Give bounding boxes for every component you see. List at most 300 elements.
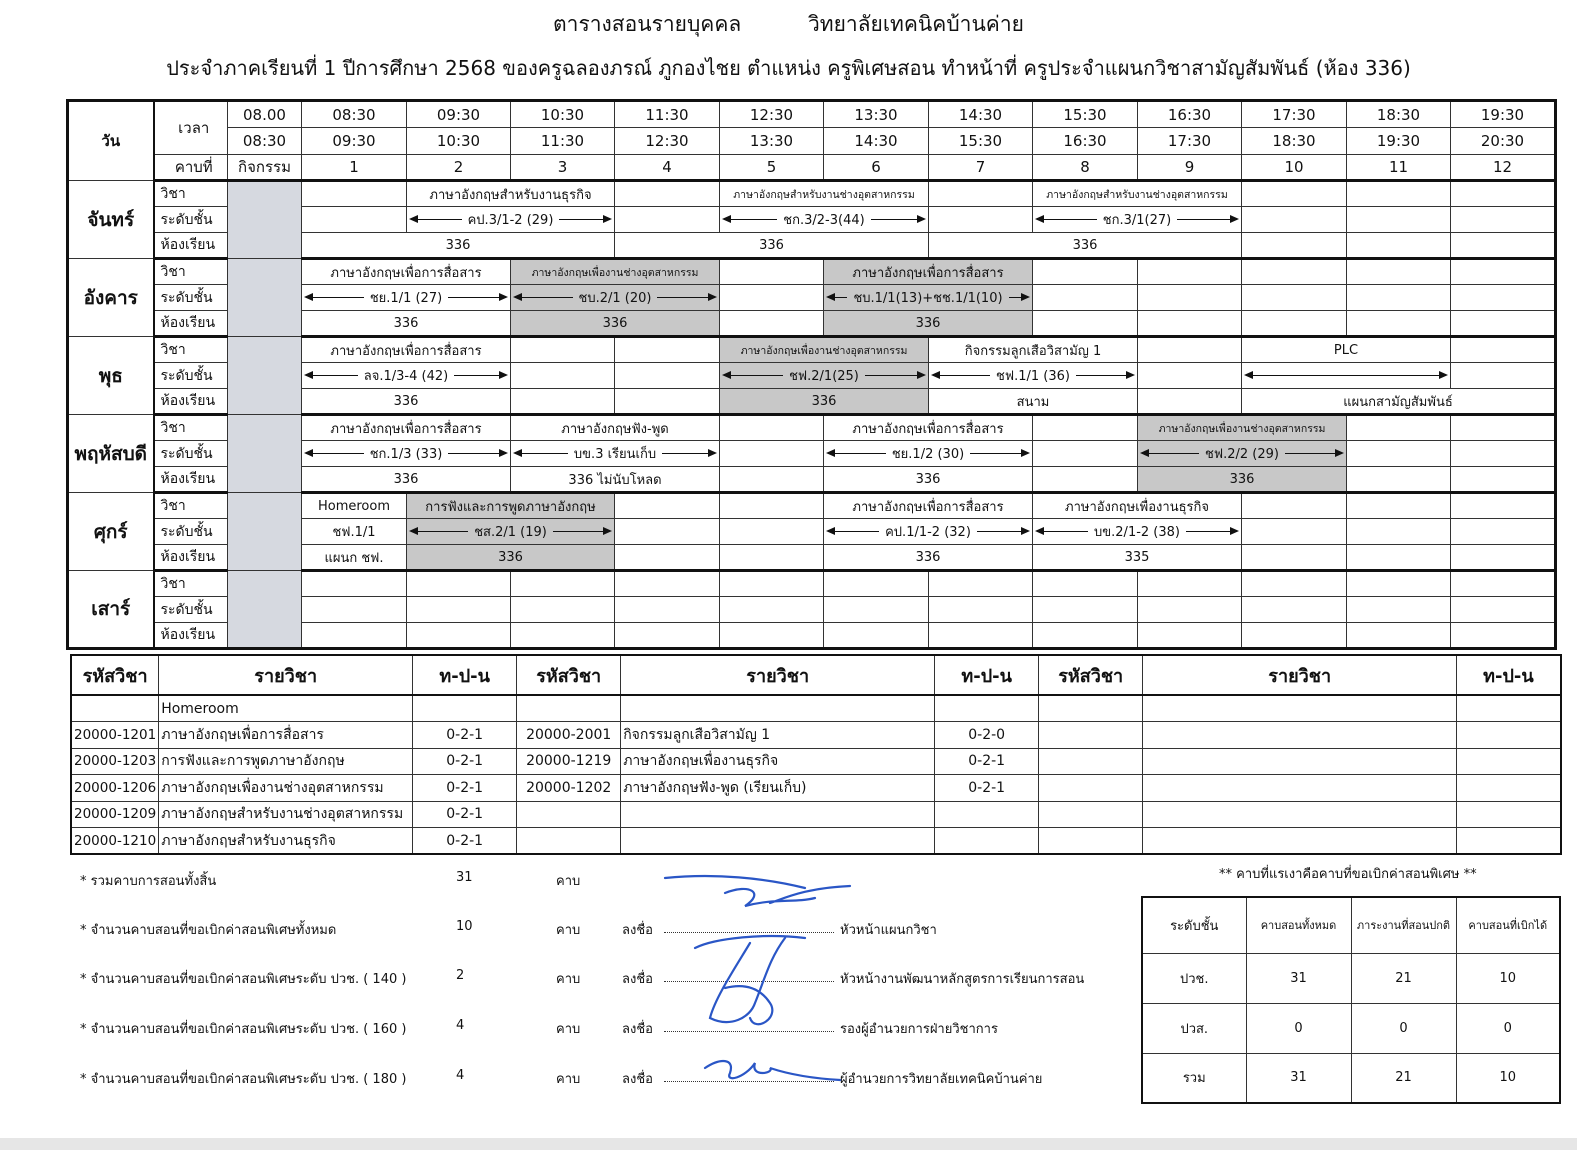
span-arrow [511,443,719,464]
empty-cell [615,181,720,207]
empty-cell [1033,441,1138,467]
schedule-subject-cell [302,259,511,285]
empty-cell [1138,597,1242,623]
arrow-left-icon [1037,219,1097,220]
subject-title: ภาษาอังกฤษเพื่อการสื่อสาร [159,722,413,749]
schedule-level-cell [1242,363,1451,389]
activity-cell [228,415,302,493]
day-name: พฤหัสบดี [68,415,154,493]
empty-cell [615,363,720,389]
empty-cell [1451,467,1556,493]
arrow-right-icon [657,297,715,298]
row-label-level: ระดับชั้น [154,207,228,233]
span-arrow [824,287,1032,308]
span-arrow [1033,209,1241,230]
header-code: รหัสวิชา [1039,655,1143,695]
empty-cell [1138,285,1242,311]
span-arrow [511,287,719,308]
class-level: ชฟ.2/2 (29) [1205,447,1279,462]
schedule-level-cell [302,519,407,545]
pay-header: คาบสอนทั้งหมด [1246,897,1351,953]
pay-cell: 31 [1246,1053,1351,1103]
empty-cell [615,337,720,363]
header-hours: ท-ป-น [413,655,517,695]
empty-cell [720,519,824,545]
room-name: 336 [393,393,419,409]
schedule-room-cell [615,233,929,259]
class-level: บข.3 เรียนเก็บ [573,447,657,462]
empty-cell [1143,828,1457,855]
signer-role: หัวหน้างานพัฒนาหลักสูตรการเรียนการสอน [840,972,1085,987]
subject-name: Homeroom [317,498,391,514]
summary-value: 2 [456,968,465,983]
empty-cell [1451,363,1556,389]
period-number: 11 [1347,155,1451,181]
period-number: 9 [1138,155,1242,181]
header-code: รหัสวิชา [71,655,159,695]
arrow-left-icon [828,453,886,454]
period-start-time: 14:30 [929,101,1033,128]
empty-cell [720,415,824,441]
subject-hours [413,695,517,722]
day-name: ศุกร์ [68,493,154,571]
empty-cell [1138,389,1242,415]
period-end-time: 19:30 [1347,128,1451,155]
empty-cell [1347,597,1451,623]
document-title [0,8,1577,41]
schedule-room-cell [1242,389,1556,415]
pay-cell: 0 [1456,1003,1560,1053]
empty-cell [1242,597,1347,623]
arrow-left-icon [515,453,568,454]
subject-name: ภาษาอังกฤษเพื่อการสื่อสาร [852,265,1004,281]
pay-cell: 0 [1351,1003,1456,1053]
summary-unit: คาบ [556,1022,581,1037]
header-subject: รายวิชา [621,655,935,695]
empty-cell [1138,363,1242,389]
empty-cell [1451,207,1556,233]
schedule-level-cell [1033,207,1242,233]
empty-cell [1347,285,1451,311]
empty-cell [1457,748,1561,775]
empty-cell [1033,285,1138,311]
span-arrow [824,443,1032,464]
schedule-room-cell [929,233,1242,259]
empty-cell [1451,623,1556,649]
empty-cell [1039,828,1143,855]
empty-cell [1138,337,1242,363]
empty-cell [1451,181,1556,207]
summary-value: 31 [456,870,473,885]
summary-unit: คาบ [556,972,581,987]
subject-name: ภาษาอังกฤษเพื่อการสื่อสาร [852,499,1004,515]
empty-cell [1242,571,1347,597]
subject-code [517,801,621,828]
period-label: คาบที่ [154,155,228,181]
schedule-subject-cell [1033,181,1242,207]
row-label-subject: วิชา [154,181,228,207]
schedule-level-cell [720,363,929,389]
empty-cell [1242,623,1347,649]
empty-cell [615,493,720,519]
subject-name: ภาษาอังกฤษฟัง-พูด [561,421,669,437]
period-end-time: 20:30 [1451,128,1556,155]
schedule-room-cell [824,311,1033,337]
subject-name: ภาษาอังกฤษเพื่องานช่างอุตสาหกรรม [531,266,699,279]
schedule-level-cell [929,363,1138,389]
empty-cell [1451,311,1556,337]
empty-cell [720,571,824,597]
pay-header: ภาระงานที่สอนปกติ [1351,897,1456,953]
summary-unit: คาบ [556,1072,581,1087]
row-label-level: ระดับชั้น [154,363,228,389]
day-name: เสาร์ [68,571,154,649]
period-number: 5 [720,155,824,181]
subject-name: ภาษาอังกฤษเพื่องานช่างอุตสาหกรรม [1158,422,1326,435]
class-level: ชฟ.1/1 [332,525,376,540]
class-level: ลจ.1/3-4 (42) [363,369,449,384]
span-arrow [1242,375,1450,376]
arrow-left-icon [828,297,847,298]
empty-cell [1033,571,1138,597]
empty-cell [1242,493,1347,519]
day-name: จันทร์ [68,181,154,259]
room-name: 336 [915,315,941,331]
period-start-time: 12:30 [720,101,824,128]
empty-cell [1347,233,1451,259]
schedule-subject-cell [407,181,615,207]
empty-cell [615,207,720,233]
schedule-level-cell [302,363,511,389]
subject-code: 20000-1202 [517,775,621,802]
subject-title [621,695,935,722]
summary-value: 4 [456,1068,465,1083]
schedule-room-cell [511,311,720,337]
schedule-room-cell [302,467,511,493]
pay-header: คาบสอนที่เบิกได้ [1456,897,1560,953]
empty-cell [929,571,1033,597]
span-arrow [407,209,614,230]
schedule-subject-cell [1138,415,1347,441]
schedule-level-cell [302,441,511,467]
class-level: ชย.1/2 (30) [891,447,965,462]
row-label-subject: วิชา [154,571,228,597]
span-arrow [824,521,1032,542]
empty-cell [1451,597,1556,623]
span-arrow [302,365,510,386]
empty-cell [1451,519,1556,545]
empty-cell [1347,519,1451,545]
schedule-subject-cell [824,415,1033,441]
subject-name: กิจกรรมลูกเสือวิสามัญ 1 [964,343,1102,359]
empty-cell [1451,233,1556,259]
subject-title: ภาษาอังกฤษเพื่องานธุรกิจ [621,748,935,775]
empty-cell [824,623,929,649]
row-label-room: ห้องเรียน [154,311,228,337]
pay-cell: 31 [1246,953,1351,1003]
schedule-level-cell [720,207,929,233]
period-number: 2 [407,155,511,181]
room-name: 336 [915,471,941,487]
empty-cell [1451,571,1556,597]
class-level: ชก.3/2-3(44) [783,213,865,228]
room-name: 336 [445,237,471,253]
subject-name: ภาษาอังกฤษสำหรับงานช่างอุตสาหกรรม [733,188,915,201]
subject-name: ภาษาอังกฤษเพื่องานช่างอุตสาหกรรม [740,344,908,357]
summary-label: * รวมคาบการสอนทั้งสิ้น [80,874,217,889]
schedule-subject-cell [1033,493,1242,519]
period-number: 12 [1451,155,1556,181]
subject-code [517,695,621,722]
empty-cell [1347,207,1451,233]
span-arrow [720,209,928,230]
period-start-time: 18:30 [1347,101,1451,128]
schedule-subject-cell [1242,337,1451,363]
day-name: พุธ [68,337,154,415]
empty-cell [1242,285,1347,311]
span-arrow [720,365,928,386]
period-number: 6 [824,155,929,181]
empty-cell [615,623,720,649]
arrow-right-icon [970,453,1028,454]
class-level: ชฟ.1/1 (36) [996,369,1070,384]
period-number: 3 [511,155,615,181]
period-end-time: 16:30 [1033,128,1138,155]
subject-hours [935,801,1039,828]
schedule-subject-cell [511,415,720,441]
arrow-left-icon [724,375,783,376]
header-subject: รายวิชา [159,655,413,695]
arrow-right-icon [1177,219,1237,220]
class-level: คป.1/1-2 (32) [885,525,971,540]
class-level: ชบ.2/1 (20) [578,291,652,306]
empty-cell [1242,207,1347,233]
schedule-room-cell [302,389,511,415]
schedule-subject-cell [824,259,1033,285]
empty-cell [1033,623,1138,649]
document-subtitle: ประจำภาคเรียนที่ 1 ปีการศึกษา 2568 ของครูฉลองภรณ์ ภูกองไชย ตำแหน่ง ครูพิเศษสอน ทำหน้าที่ ครูประจำแผนกวิชาสามัญสัมพันธ์ (ห้อง 336) [166,56,1411,80]
scan-edge [0,1138,1577,1150]
empty-cell [1242,233,1347,259]
shading-note: ** คาบที่แรเงาคือคาบที่ขอเบิกค่าสอนพิเศษ ** [1219,867,1477,882]
empty-cell [824,597,929,623]
subject-code: 20000-1219 [517,748,621,775]
activity-cell [228,181,302,259]
subjects-table [70,654,1562,855]
schedule-level-cell [407,519,615,545]
class-level: ชฟ.2/1(25) [789,369,859,384]
empty-cell [1347,181,1451,207]
arrow-right-icon [553,531,610,532]
empty-cell [720,493,824,519]
time-label: เวลา [154,101,228,155]
row-label-subject: วิชา [154,259,228,285]
arrow-left-icon [515,297,573,298]
room-name: 336 [1072,237,1098,253]
subject-name: ภาษาอังกฤษสำหรับงานธุรกิจ [429,187,592,203]
room-name: 336 [1229,471,1255,487]
empty-cell [1451,259,1556,285]
activity-cell [228,259,302,337]
signer-role: ผู้อำนวยการวิทยาลัยเทคนิคบ้านค่าย [840,1072,1043,1087]
empty-cell [1033,415,1138,441]
empty-cell [302,571,407,597]
class-level: บข.2/1-2 (38) [1094,525,1180,540]
row-label-level: ระดับชั้น [154,441,228,467]
empty-cell [511,337,615,363]
schedule-room-cell [302,545,407,571]
span-arrow [1033,521,1241,542]
empty-cell [511,571,615,597]
signature-image [655,868,865,1098]
empty-cell [1033,259,1138,285]
empty-cell [1347,467,1451,493]
empty-cell [1347,415,1451,441]
empty-cell [1347,311,1451,337]
empty-cell [1039,748,1143,775]
period-start-time: 10:30 [511,101,615,128]
empty-cell [1242,259,1347,285]
summary-label: * จำนวนคาบสอนที่ขอเบิกค่าสอนพิเศษระดับ ปวช. ( 140 ) [80,972,407,987]
subject-title: Homeroom [159,695,413,722]
schedule-level-cell [511,285,720,311]
schedule-title: ตารางสอนรายบุคคล [553,12,742,36]
payment-summary-table [1141,896,1561,1104]
period-end-time: 14:30 [824,128,929,155]
empty-cell [1033,311,1138,337]
arrow-left-icon [411,531,468,532]
empty-cell [720,597,824,623]
period-end-time: 15:30 [929,128,1033,155]
arrow-left-icon [1246,375,1346,376]
subject-title [621,801,935,828]
arrow-right-icon [448,297,506,298]
arrow-right-icon [1076,375,1133,376]
summary-label: * จำนวนคาบสอนที่ขอเบิกค่าสอนพิเศษระดับ ปวช. ( 160 ) [80,1022,407,1037]
row-label-subject: วิชา [154,493,228,519]
schedule-room-cell [824,467,1033,493]
arrow-right-icon [1346,375,1446,376]
empty-cell [407,571,511,597]
schedule-room-cell [824,545,1033,571]
arrow-left-icon [306,375,358,376]
arrow-right-icon [865,375,924,376]
arrow-right-icon [1186,531,1237,532]
period-start-time: 16:30 [1138,101,1242,128]
empty-cell [720,285,824,311]
empty-cell [929,597,1033,623]
empty-cell [1451,441,1556,467]
arrow-right-icon [871,219,924,220]
room-name: 336 [393,471,419,487]
row-label-room: ห้องเรียน [154,467,228,493]
subject-name: ภาษาอังกฤษสำหรับงานช่างอุตสาหกรรม [1046,188,1228,201]
schedule-subject-cell [720,337,929,363]
schedule-table [66,99,1557,650]
arrow-right-icon [448,453,506,454]
empty-cell [1347,493,1451,519]
activity-cell [228,571,302,649]
empty-cell [1347,441,1451,467]
college-name: วิทยาลัยเทคนิคบ้านค่าย [807,12,1024,36]
schedule-subject-cell [407,493,615,519]
pay-cell: รวม [1142,1053,1246,1103]
period-end-time: 11:30 [511,128,615,155]
subject-title: ภาษาอังกฤษสำหรับงานช่างอุตสาหกรรม [159,801,413,828]
empty-cell [1143,775,1457,802]
row-label-room: ห้องเรียน [154,233,228,259]
period-end-time: 17:30 [1138,128,1242,155]
span-arrow [302,443,510,464]
empty-cell [1138,311,1242,337]
activity-end-time: 08:30 [228,128,302,155]
empty-cell [1242,519,1347,545]
empty-cell [1039,695,1143,722]
empty-cell [302,207,407,233]
period-start-time: 11:30 [615,101,720,128]
subject-code: 20000-1201 [71,722,159,749]
period-end-time: 13:30 [720,128,824,155]
header-hours: ท-ป-น [935,655,1039,695]
empty-cell [720,259,824,285]
activity-cell [228,493,302,571]
arrow-right-icon [662,453,715,454]
empty-cell [511,363,615,389]
empty-cell [720,311,824,337]
empty-cell [720,623,824,649]
period-end-time: 18:30 [1242,128,1347,155]
period-end-time: 09:30 [302,128,407,155]
empty-cell [1033,597,1138,623]
signer-role: รองผู้อำนวยการฝ่ายวิชาการ [840,1022,998,1037]
empty-cell [407,597,511,623]
arrow-left-icon [1037,531,1088,532]
subject-hours: 0-2-1 [413,801,517,828]
empty-cell [615,519,720,545]
subject-hours: 0-2-1 [413,775,517,802]
subject-code: 20000-1210 [71,828,159,855]
schedule-level-cell [824,441,1033,467]
room-name: แผนก ชฟ. [324,550,384,566]
room-name: 336 [811,393,837,409]
empty-cell [1138,571,1242,597]
subject-title [621,828,935,855]
summary-value: 10 [456,919,473,934]
schedule-level-cell [511,441,720,467]
schedule-room-cell [302,233,615,259]
arrow-right-icon [559,219,610,220]
pay-cell: 0 [1246,1003,1351,1053]
empty-cell [1143,801,1457,828]
empty-cell [511,623,615,649]
empty-cell [1039,775,1143,802]
period-number: 4 [615,155,720,181]
empty-cell [1143,748,1457,775]
subject-code [517,828,621,855]
period-start-time: 17:30 [1242,101,1347,128]
row-label-room: ห้องเรียน [154,623,228,649]
schedule-subject-cell [824,493,1033,519]
empty-cell [929,623,1033,649]
schedule-room-cell [302,311,511,337]
schedule-level-cell [302,285,511,311]
empty-cell [1457,775,1561,802]
schedule-subject-cell [929,337,1138,363]
span-arrow [407,521,614,542]
room-name: 336 [498,549,523,565]
day-header: วัน [68,101,154,181]
period-number: 1 [302,155,407,181]
